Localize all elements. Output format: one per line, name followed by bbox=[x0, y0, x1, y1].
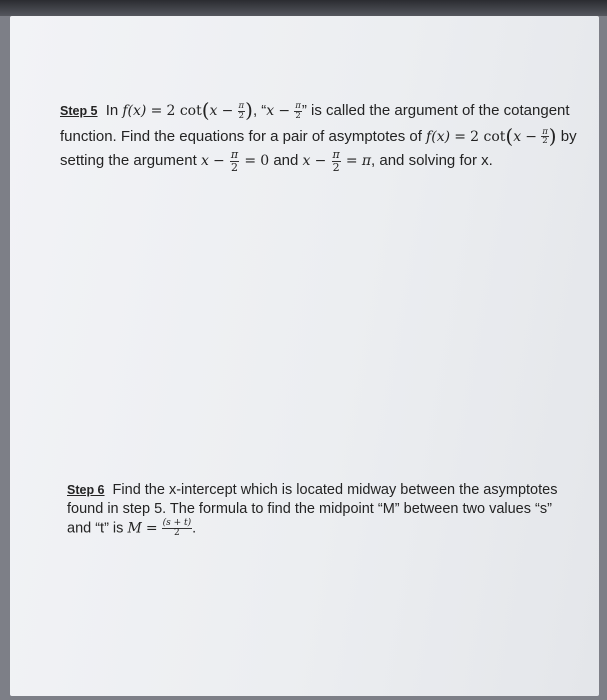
text-two-values: two values “s” and “t” is bbox=[67, 501, 552, 537]
math-M: M bbox=[127, 520, 142, 537]
document-page bbox=[10, 16, 599, 696]
text-solving-for-x: solving for x. bbox=[408, 152, 493, 169]
text-by-setting-argument: by setting the argument bbox=[60, 127, 577, 169]
text-and: and bbox=[273, 152, 299, 169]
math-pi: π bbox=[361, 153, 372, 169]
math-two-cot: 2 cot bbox=[166, 103, 202, 119]
math-equals: = bbox=[150, 103, 163, 119]
math-midpoint-fraction: $\frac{(s + t)}{2}$ bbox=[162, 518, 192, 538]
math-fraction-pi-over-2: $\frac{\pi}{2}$ bbox=[295, 101, 301, 121]
step-5-label: Step 5 bbox=[60, 104, 98, 118]
step-6-text: Step 6 Find the x-intercept which is located midway between the asymptotes found in step 5. The formula to find the midpoint “M” between two values “s” and “t” is M = $\frac{(s + t)}{2}$ . bbox=[67, 482, 558, 538]
text-called-argument: is called the argument of the bbox=[311, 102, 500, 119]
step-6-label: Step 6 bbox=[67, 483, 105, 497]
math-fraction-pi-over-2-large: $\frac{\pi}{2}$ bbox=[332, 148, 340, 175]
text-in: In bbox=[105, 102, 119, 119]
math-f-of-x: f(x) bbox=[122, 103, 147, 119]
text-asymptotes-found: asymptotes found in step 5. The formula to find the midpoint “M” between bbox=[67, 482, 558, 517]
math-fraction-pi-over-2: $\frac{\pi}{2}$ bbox=[238, 101, 245, 121]
step-5-text: Step 5 In f(x) = 2 cot(x − $\frac{\pi}{2}$ ), “x − $\frac{\pi}{2}$ ” is called the argument of the cotangent function. Find the equations for a pair of asymptotes of f(x) = 2 cot(x − $\frac{\pi}{2}$ ) by setting the argument x − $\frac{\pi}{2}$ = 0 and x − $\frac{\pi}{2}$ = π, and solving for x. bbox=[60, 98, 577, 175]
math-close-paren: ) bbox=[245, 98, 253, 122]
math-minus: − bbox=[221, 103, 234, 119]
math-fraction-pi-over-2-large: $\frac{\pi}{2}$ bbox=[230, 148, 239, 175]
math-open-paren: ( bbox=[201, 98, 210, 122]
text-cotangent-function: cotangent function. Find the equations for a pair of asymptotes of bbox=[60, 102, 570, 145]
text-find-x-intercept: Find the x-intercept which is located midway between the bbox=[112, 482, 480, 498]
math-fraction-pi-over-2: $\frac{\pi}{2}$ bbox=[542, 126, 548, 147]
top-bezel bbox=[0, 0, 607, 16]
math-x: x bbox=[209, 103, 218, 119]
math-zero: 0 bbox=[260, 153, 270, 169]
